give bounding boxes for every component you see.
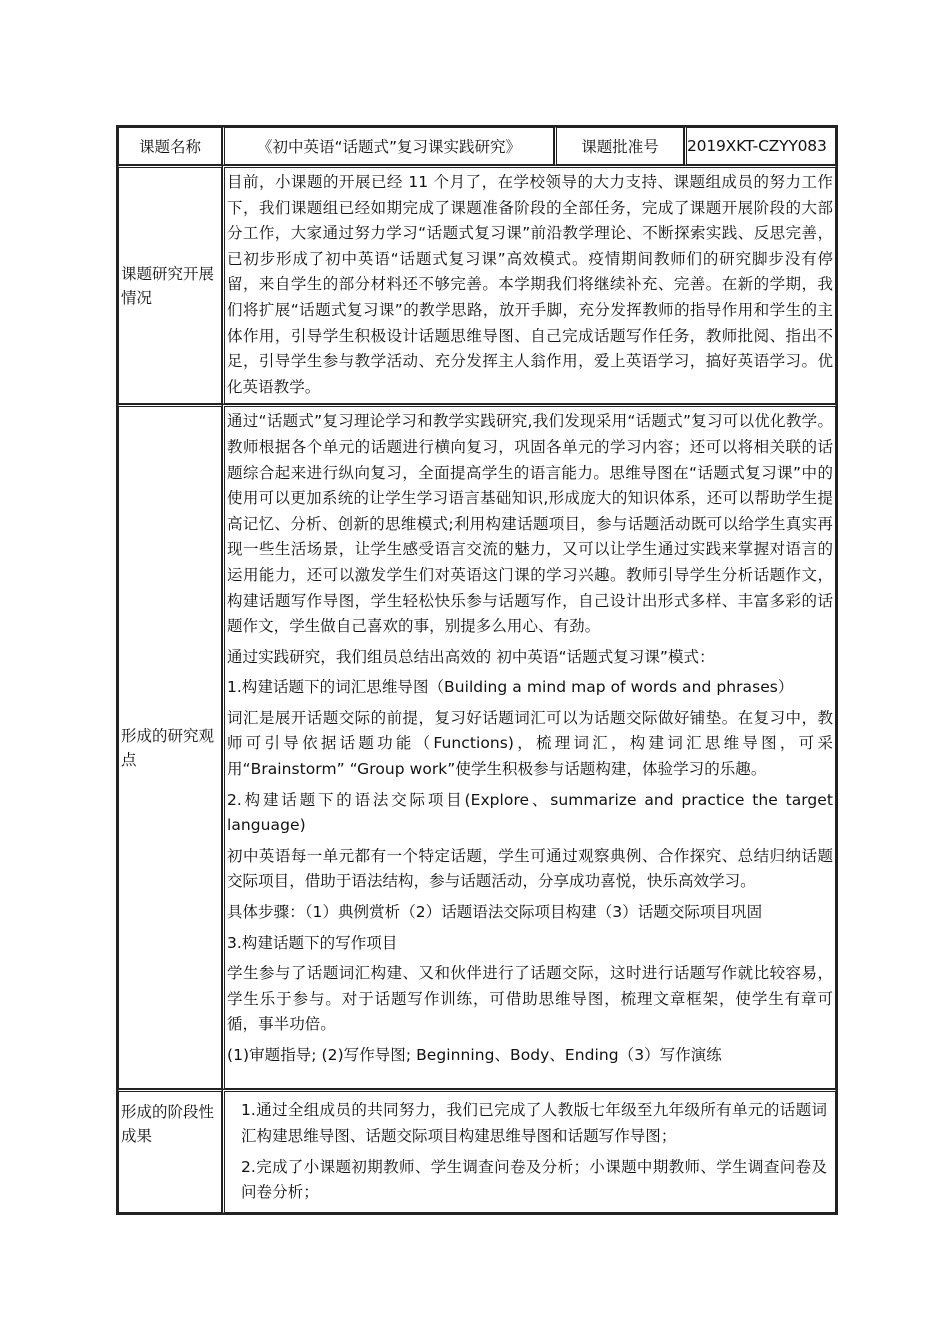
project-name-label: 课题名称 (118, 127, 222, 165)
viewpoint-step2-procedure: 具体步骤：（1）典例赏析（2）话题语法交际项目构建（3）话题交际项目巩固 (227, 903, 763, 922)
viewpoint-step3-title: 3.构建话题下的写作项目 (227, 933, 398, 952)
viewpoints-content (222, 404, 836, 1089)
progress-label: 课题研究开展情况 (118, 165, 222, 404)
viewpoint-step2-title: 2.构建话题下的语法交际项目(Explore、summarize and practice the target language) (227, 790, 833, 835)
progress-row (118, 165, 836, 404)
viewpoint-step3-text: 学生参与了话题词汇构建、又和伙伴进行了话题交际，这时进行话题写作就比较容易，学生乐于参与。对于话题写作训练，可借助思维导图，梳理文章框架，使学生有章可循，事半功倍。 (227, 964, 833, 1034)
research-report-table (116, 125, 838, 1215)
header-row (118, 127, 836, 165)
approval-number-value: 2019XKT-CZYY083 (684, 127, 836, 165)
progress-text: 目前，小课题的开展已经 11 个月了，在学校领导的大力支持、课题组成员的努力工作下，我们课题组已经如期完成了课题准备阶段的全部任务，完成了课题开展阶段的大部分工作，大家通过努力学习“话题式复习课”前沿教学理论、不断探索实践、反思完善，已初步形成了初中英语“话题式复习课”高效模式。疫情期间教师们的研究脚步没有停留，来自学生的部分材料还不够完善。本学期我们将继续补充、完善。在新的学期，我们将扩展“话题式复习课”的教学思路，放开手脚，充分发挥教师的指导作用和学生的主体作用，引导学生积极设计话题思维导图、自己完成话题写作任务，教师批阅、指出不足，引导学生参与教学活动、充分发挥主人翁作用，爱上英语学习，搞好英语学习。优化英语教学。 (227, 173, 833, 396)
results-content (222, 1089, 836, 1213)
viewpoint-step2-text: 初中英语每一单元都有一个特定话题，学生可通过观察典例、合作探究、总结归纳话题交际项目，借助于语法结构，参与话题活动，分享成功喜悦，快乐高效学习。 (227, 846, 833, 891)
viewpoint-step1-text: 词汇是展开话题交际的前提，复习好话题词汇可以为话题交际做好铺垫。在复习中，教师可引导依据话题功能（Functions)，梳理词汇，构建词汇思维导图，可采用“Brainstorm” “Group work”使学生积极参与话题构建，体验学习的乐趣。 (227, 708, 833, 779)
results-label: 形成的阶段性成果 (118, 1089, 222, 1213)
viewpoint-intro: 通过“话题式”复习理论学习和教学实践研究,我们发现采用“话题式”复习可以优化教学。教师根据各个单元的话题进行横向复习，巩固各单元的学习内容；还可以将相关联的话题综合起来进行纵向复习，全面提高学生的语言能力。思维导图在“话题式复习课”中的使用可以更加系统的让学生学习语言基础知识,形成庞大的知识体系，还可以帮助学生提高记忆、分析、创新的思维模式;利用构建话题项目，参与话题活动既可以给学生真实再现一些生活场景，让学生感受语言交流的魅力，又可以让学生通过实践来掌握对语言的运用能力，还可以激发学生们对英语这门课的学习兴趣。教师引导学生分析话题作文，构建话题写作导图，学生轻松快乐参与话题写作，自己设计出形式多样、丰富多彩的话题作文，学生做自己喜欢的事，别提多么用心、有劲。 (227, 412, 833, 636)
approval-number-label: 课题批准号 (554, 127, 684, 165)
results-row (118, 1089, 836, 1213)
viewpoint-step3-procedure: (1)审题指导; (2)写作导图; Beginning、Body、Ending（3）写作演练 (227, 1046, 722, 1064)
progress-content (222, 165, 836, 404)
viewpoints-label: 形成的研究观点 (118, 404, 222, 1089)
result-item-2: 2.完成了小课题初期教师、学生调查问卷及分析；小课题中期教师、学生调查问卷及问卷分析； (241, 1157, 827, 1202)
viewpoint-model-summary: 通过实践研究，我们组员总结出高效的 初中英语“话题式复习课”模式： (227, 647, 715, 666)
viewpoint-step1-title: 1.构建话题下的词汇思维导图（Building a mind map of words and phrases） (227, 678, 794, 697)
project-name-value: 《初中英语“话题式”复习课实践研究》 (222, 127, 554, 165)
viewpoints-row (118, 404, 836, 1089)
result-item-1: 1.通过全组成员的共同努力，我们已完成了人教版七年级至九年级所有单元的话题词汇构建思维导图、话题交际项目构建思维导图和话题写作导图； (241, 1101, 827, 1145)
